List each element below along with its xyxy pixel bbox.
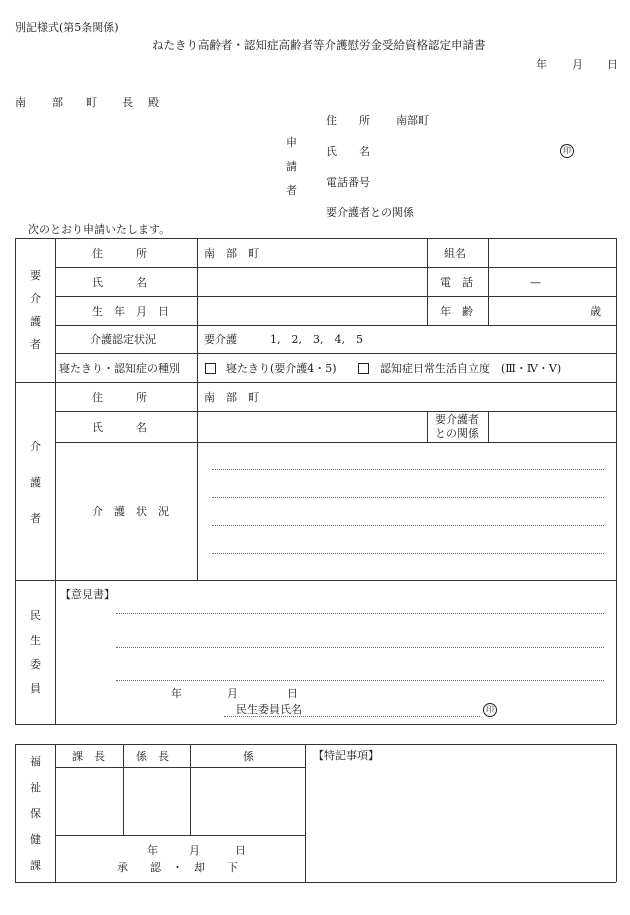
receiver-status-label: 介護認定状況 xyxy=(90,333,156,346)
applicant-phone-label: 電話番号 xyxy=(326,176,370,189)
receiver-phone-value: — xyxy=(530,276,541,289)
caregiver-name-label: 氏 名 xyxy=(92,421,147,434)
approval-decision: 承 認 ・ 却 下 xyxy=(117,861,238,874)
receiver-status-value: 要介護 1, 2, 3, 4, 5 xyxy=(204,333,363,346)
receiver-birth-label: 生 年 月 日 xyxy=(92,305,169,318)
dementia-option-label: 認知症日常生活自立度 (Ⅲ・Ⅳ・Ⅴ) xyxy=(380,362,562,375)
receiver-group-label: 組名 xyxy=(444,247,466,260)
commissioner-date-day: 日 xyxy=(287,687,298,700)
commissioner-signature-label: 民生委員氏名 xyxy=(236,703,302,716)
receiver-name-label: 氏 名 xyxy=(92,276,147,289)
bedridden-checkbox[interactable] xyxy=(205,363,216,374)
receiver-age-unit: 歳 xyxy=(590,305,601,318)
office-date-month: 月 xyxy=(189,844,200,857)
caregiver-address-value: 南 部 町 xyxy=(204,391,259,404)
caregiver-relation-label-line1: 要介護者 xyxy=(435,413,479,426)
date-year: 年 xyxy=(536,58,547,71)
caregiver-relation-label-line2: との関係 xyxy=(435,427,479,440)
date-day: 日 xyxy=(607,58,618,71)
staff-header: 係 xyxy=(243,750,254,763)
receiver-address-label: 住 所 xyxy=(92,247,147,260)
intro-text: 次のとおり申請いたします。 xyxy=(28,223,171,236)
section-chief-header: 課 長 xyxy=(72,750,105,763)
commissioner-seal-icon: 印 xyxy=(483,703,497,717)
receiver-address-value: 南 部 町 xyxy=(204,247,259,260)
applicant-relation-label: 要介護者との関係 xyxy=(326,206,414,219)
receiver-phone-label: 電 話 xyxy=(440,276,473,289)
special-notes-label: 【特記事項】 xyxy=(313,749,379,762)
opinion-label: 【意見書】 xyxy=(60,588,115,601)
opinion-line xyxy=(116,680,604,681)
care-situation-line xyxy=(212,497,604,498)
care-situation-line xyxy=(212,469,604,470)
opinion-line xyxy=(116,613,604,614)
applicant-address-value: 南部町 xyxy=(396,114,429,127)
caregiver-address-label: 住 所 xyxy=(92,391,147,404)
receiver-type-label: 寝たきり・認知症の種別 xyxy=(59,362,180,375)
office-date-year: 年 xyxy=(147,844,158,857)
care-situation-line xyxy=(212,553,604,554)
form-reference: 別記様式(第5条関係) xyxy=(15,21,119,34)
receiver-age-label: 年 齢 xyxy=(440,305,473,318)
applicant-address-label: 住 所 xyxy=(326,114,370,127)
applicant-name-label: 氏 名 xyxy=(326,145,370,158)
bedridden-option-label: 寝たきり(要介護4・5) xyxy=(226,362,337,375)
date-month: 月 xyxy=(572,58,583,71)
form-title: ねたきり高齢者・認知症高齢者等介護慰労金受給資格認定申請書 xyxy=(152,38,486,52)
care-situation-line xyxy=(212,525,604,526)
commissioner-date-year: 年 xyxy=(171,687,182,700)
dementia-checkbox[interactable] xyxy=(358,363,369,374)
commissioner-date-month: 月 xyxy=(227,687,238,700)
applicant-seal-icon: 印 xyxy=(560,144,574,158)
subsection-chief-header: 係 長 xyxy=(136,750,169,763)
care-situation-label: 介 護 状 況 xyxy=(92,505,169,518)
office-date-day: 日 xyxy=(235,844,246,857)
signature-line xyxy=(224,716,480,717)
opinion-line xyxy=(116,647,604,648)
